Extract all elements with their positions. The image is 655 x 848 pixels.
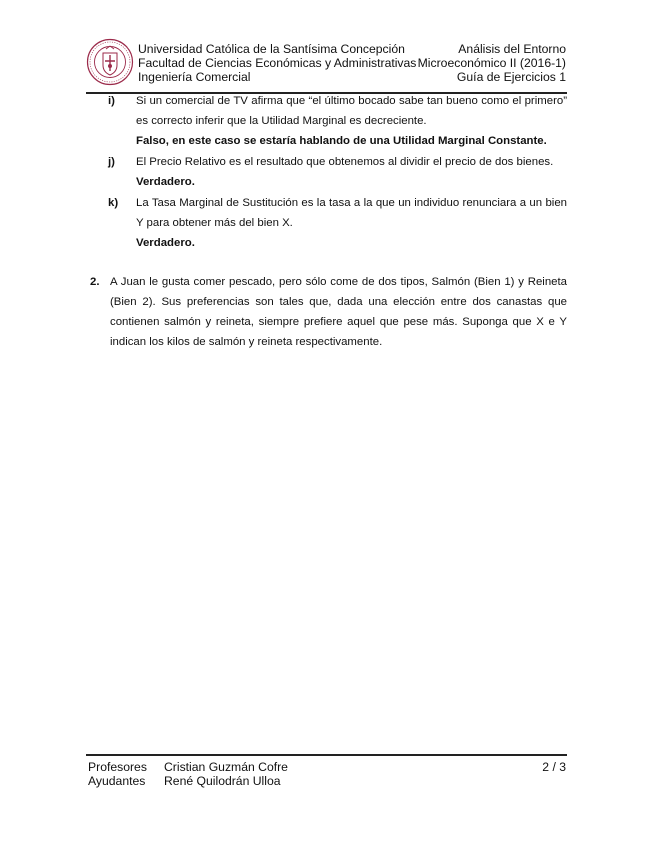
header-guide-title: Guía de Ejercicios 1: [456, 70, 566, 84]
item-statement: Si un comercial de TV afirma que “el último bocado sabe tan bueno como el primero” es correcto inferir que la Utilidad Marginal es decreciente.: [136, 95, 567, 127]
header-course-term: Microeconómico II (2016-1): [417, 56, 566, 70]
header-program: Ingeniería Comercial: [138, 70, 251, 84]
footer-name-assistant: René Quilodrán Ulloa: [164, 774, 281, 788]
header-university: Universidad Católica de la Santísima Concepción: [138, 42, 405, 56]
university-seal-icon: [86, 38, 134, 86]
item-statement: El Precio Relativo es el resultado que obtenemos al dividir el precio de dos bienes.: [136, 156, 554, 168]
footer-divider: [86, 754, 567, 756]
footer-role-assistants: Ayudantes: [88, 774, 146, 788]
question-number: 2.: [90, 276, 100, 288]
header-institution: [138, 42, 416, 84]
footer-names: [164, 760, 288, 788]
item-answer: Falso, en este caso se estaría hablando de una Utilidad Marginal Constante.: [136, 135, 547, 147]
question-text: A Juan le gusta comer pescado, pero sólo come de dos tipos, Salmón (Bien 1) y Reineta (Bien 2). Sus preferencias son tales que, dada una elección entre dos canastas que contienen salmón y reineta, siempre prefiere aquel que pese más. Suponga que X e Y indican los kilos de salmón y reineta respectivamente.: [110, 276, 567, 348]
footer-roles: [88, 760, 147, 788]
item-marker: j): [108, 156, 115, 168]
item-answer: Verdadero.: [136, 237, 195, 249]
footer-name-professor: Cristian Guzmán Cofre: [164, 760, 288, 774]
header-faculty: Facultad de Ciencias Económicas y Administrativas: [138, 56, 417, 70]
header-course: [418, 42, 566, 84]
page-number: 2 / 3: [542, 760, 566, 774]
header-course-name: Análisis del Entorno: [458, 42, 566, 56]
item-answer: Verdadero.: [136, 176, 195, 188]
page-header: [86, 38, 566, 92]
footer-role-professors: Profesores: [88, 760, 147, 774]
item-statement: La Tasa Marginal de Sustitución es la tasa a la que un individuo renunciara a un bien Y para obtener más del bien X.: [136, 197, 567, 229]
item-marker: k): [108, 197, 119, 209]
item-marker: i): [108, 95, 115, 107]
